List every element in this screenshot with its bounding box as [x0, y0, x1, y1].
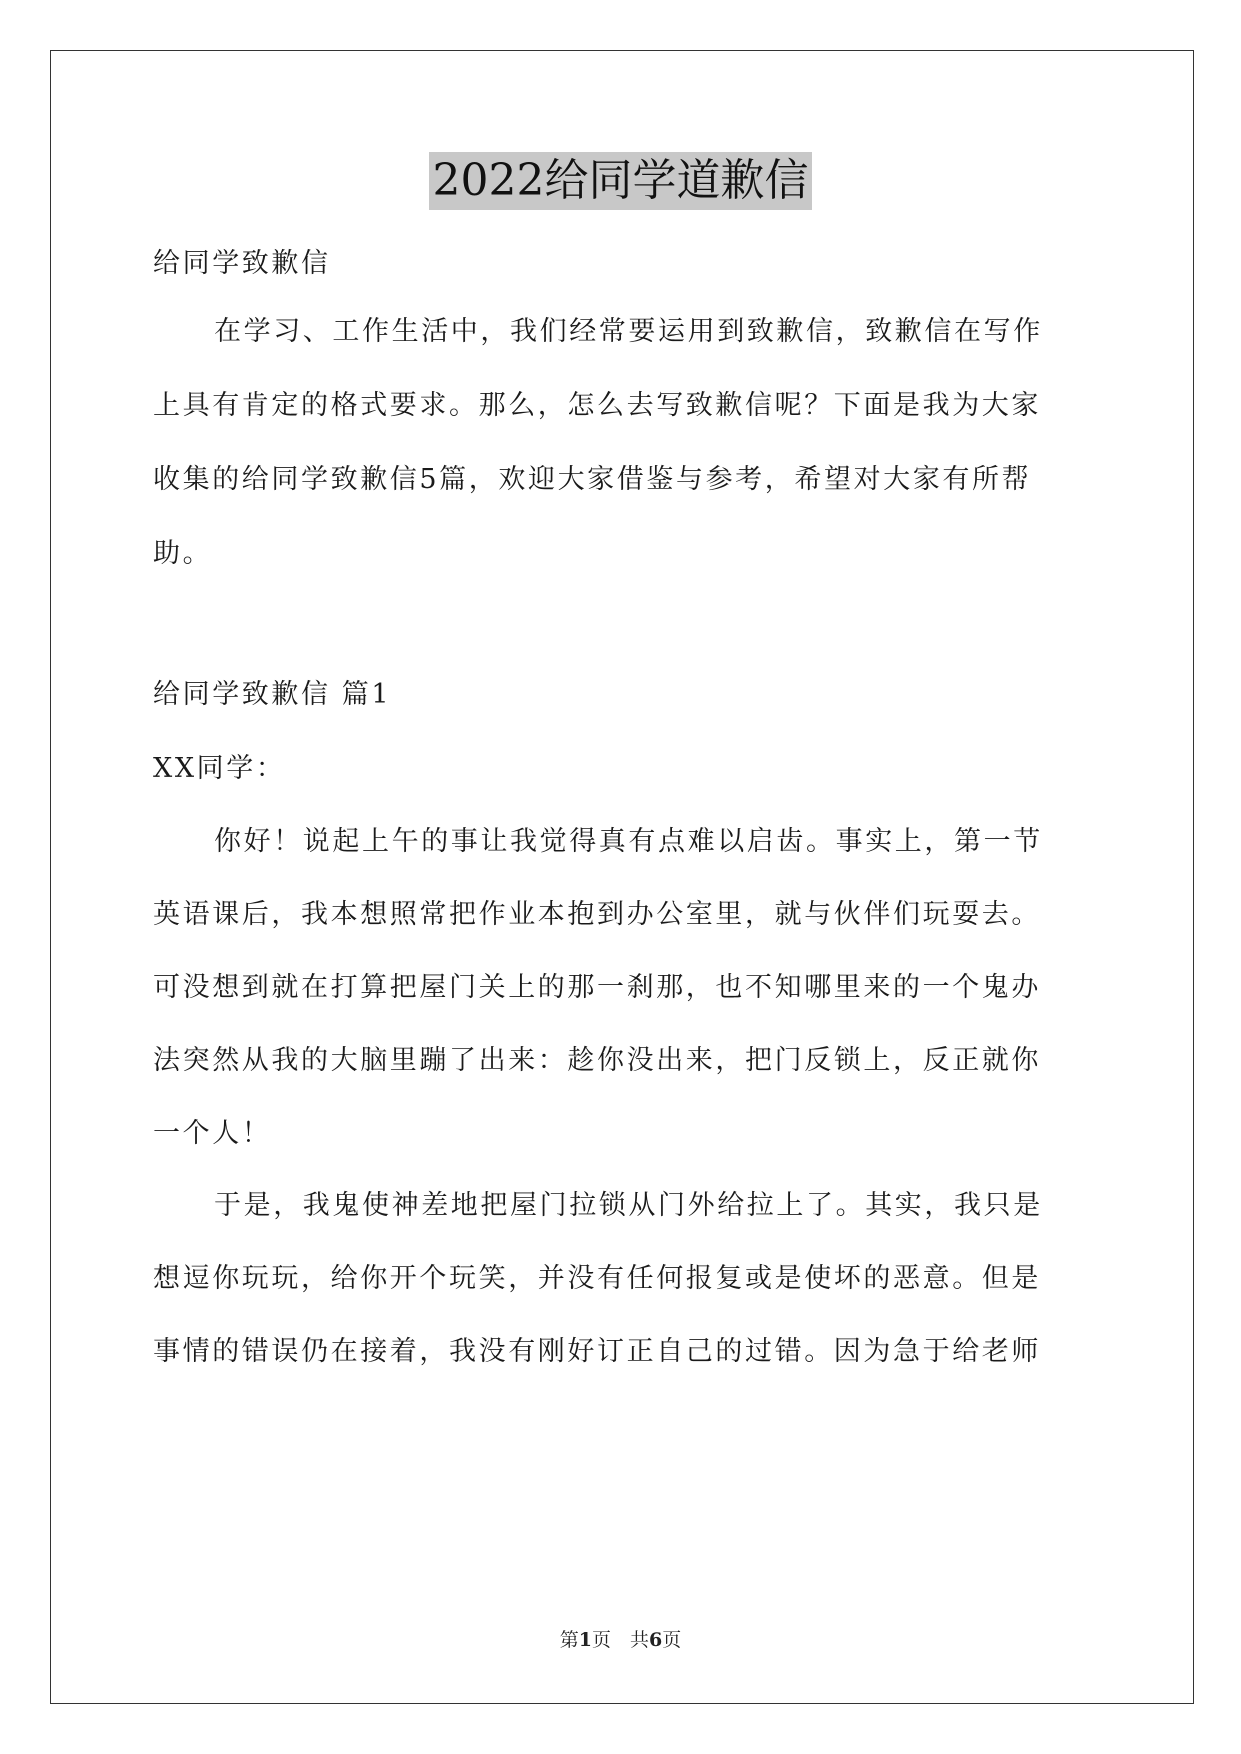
- paragraph-line: 上具有肯定的格式要求。那么，怎么去写致歉信呢？下面是我为大家: [153, 390, 1041, 421]
- paragraph-line: 助。: [153, 538, 213, 569]
- footer-middle: 页 共: [591, 1629, 649, 1651]
- footer-suffix: 页: [662, 1629, 682, 1651]
- paragraph-line: 可没想到就在打算把屋门关上的那一刹那，也不知哪里来的一个鬼办: [153, 972, 1041, 1003]
- page-border: [50, 50, 1194, 1704]
- paragraph-line: 想逗你玩玩，给你开个玩笑，并没有任何报复或是使坏的恶意。但是: [153, 1263, 1041, 1294]
- page-footer: [0, 1627, 1241, 1653]
- footer-current-page: 1: [578, 1629, 592, 1651]
- paragraph-line: 一个人！: [153, 1118, 272, 1149]
- section-heading: 给同学致歉信 篇1: [153, 679, 392, 710]
- salutation: XX同学：: [153, 753, 286, 784]
- paragraph-line: 英语课后，我本想照常把作业本抱到办公室里，就与伙伴们玩耍去。: [153, 899, 1041, 930]
- paragraph-line: 在学习、工作生活中，我们经常要运用到致歉信，致歉信在写作: [214, 316, 1043, 347]
- footer-prefix: 第: [559, 1629, 579, 1651]
- paragraph-line: 法突然从我的大脑里蹦了出来：趁你没出来，把门反锁上，反正就你: [153, 1045, 1041, 1076]
- paragraph-line: 收集的给同学致歉信5篇，欢迎大家借鉴与参考，希望对大家有所帮: [153, 464, 1032, 495]
- footer-total-pages: 6: [649, 1629, 663, 1651]
- paragraph-line: 事情的错误仍在接着，我没有刚好订正自己的过错。因为急于给老师: [153, 1336, 1041, 1367]
- section-heading: 给同学致歉信: [153, 248, 331, 279]
- document-title: 2022给同学道歉信: [429, 152, 813, 210]
- paragraph-line: 你好！说起上午的事让我觉得真有点难以启齿。事实上，第一节: [214, 826, 1043, 857]
- paragraph-line: 于是，我鬼使神差地把屋门拉锁从门外给拉上了。其实，我只是: [214, 1190, 1043, 1221]
- title-container: [0, 152, 1241, 210]
